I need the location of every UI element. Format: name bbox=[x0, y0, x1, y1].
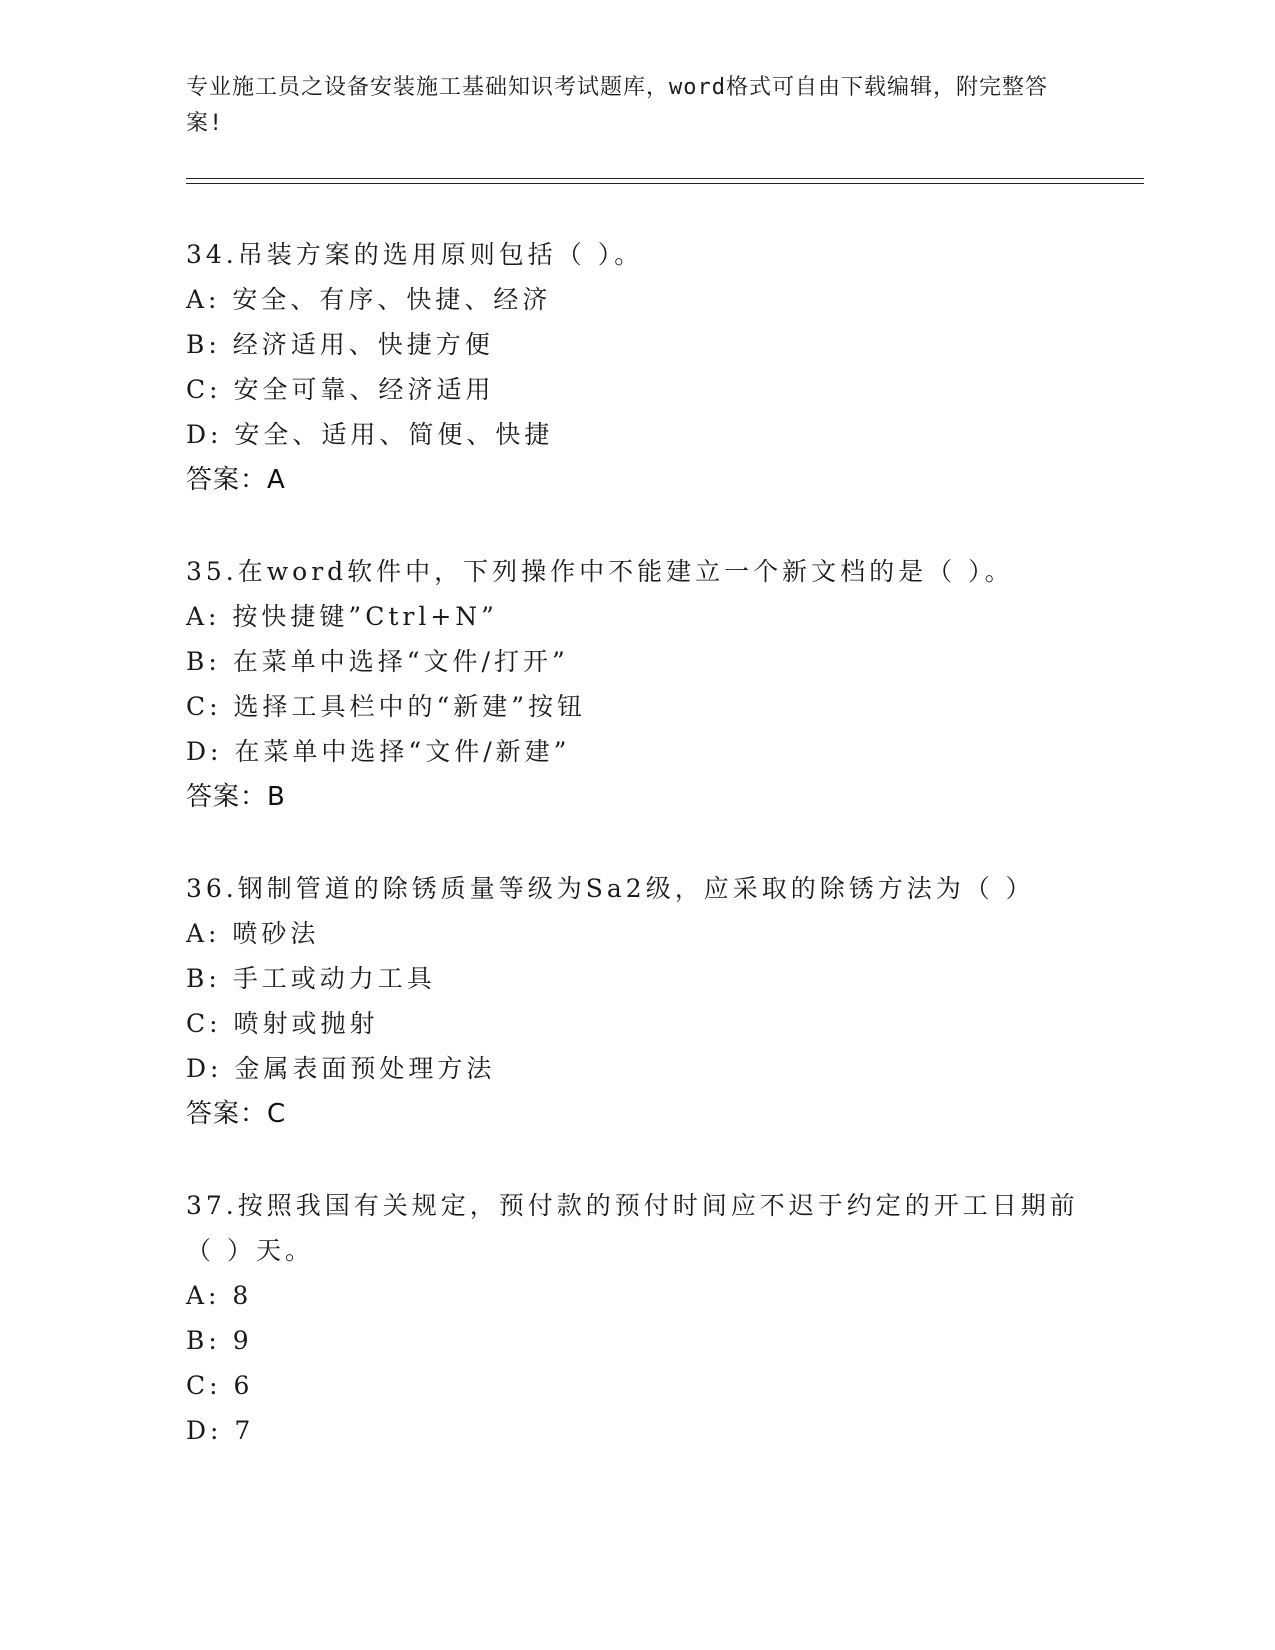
option-d: D: 7 bbox=[186, 1416, 255, 1445]
answer-label: 答案：A bbox=[186, 465, 286, 495]
option-d: D: 安全、适用、简便、快捷 bbox=[186, 420, 554, 449]
option-c: C: 喷射或抛射 bbox=[186, 1009, 379, 1038]
option-b: B: 经济适用、快捷方便 bbox=[186, 330, 494, 359]
option-c: C: 6 bbox=[186, 1371, 254, 1400]
header-divider bbox=[186, 178, 1144, 184]
option-d: D: 在菜单中选择“文件/新建” bbox=[186, 737, 571, 766]
option-a: A: 8 bbox=[186, 1281, 253, 1310]
question-stem: 34.吊装方案的选用原则包括（ ）。 bbox=[186, 240, 644, 269]
answer-label: 答案：B bbox=[186, 782, 286, 812]
question-34 bbox=[186, 232, 1086, 503]
option-c: C: 安全可靠、经济适用 bbox=[186, 375, 495, 404]
document-header: 专业施工员之设备安装施工基础知识考试题库，word格式可自由下载编辑，附完整答案! bbox=[186, 75, 1048, 136]
option-a: A: 安全、有序、快捷、经济 bbox=[186, 285, 552, 314]
question-stem: 36.钢制管道的除锈质量等级为Sa2级，应采取的除锈方法为（ ） bbox=[186, 874, 1035, 903]
option-a: A: 喷砂法 bbox=[186, 919, 320, 948]
answer-label: 答案：C bbox=[186, 1099, 287, 1129]
option-a: A: 按快捷键”Ctrl+N” bbox=[186, 602, 498, 631]
option-b: B: 手工或动力工具 bbox=[186, 964, 436, 993]
question-stem: 37.按照我国有关规定，预付款的预付时间应不迟于约定的开工日期前（ ）天。 bbox=[186, 1191, 1079, 1265]
question-stem: 35.在word软件中，下列操作中不能建立一个新文档的是（ ）。 bbox=[186, 557, 1014, 586]
option-b: B: 在菜单中选择“文件/打开” bbox=[186, 647, 569, 676]
question-list bbox=[186, 232, 1086, 1499]
question-35 bbox=[186, 549, 1086, 820]
question-36 bbox=[186, 866, 1086, 1137]
option-c: C: 选择工具栏中的“新建”按钮 bbox=[186, 692, 587, 721]
question-37 bbox=[186, 1183, 1086, 1453]
option-d: D: 金属表面预处理方法 bbox=[186, 1054, 496, 1083]
option-b: B: 9 bbox=[186, 1326, 253, 1355]
